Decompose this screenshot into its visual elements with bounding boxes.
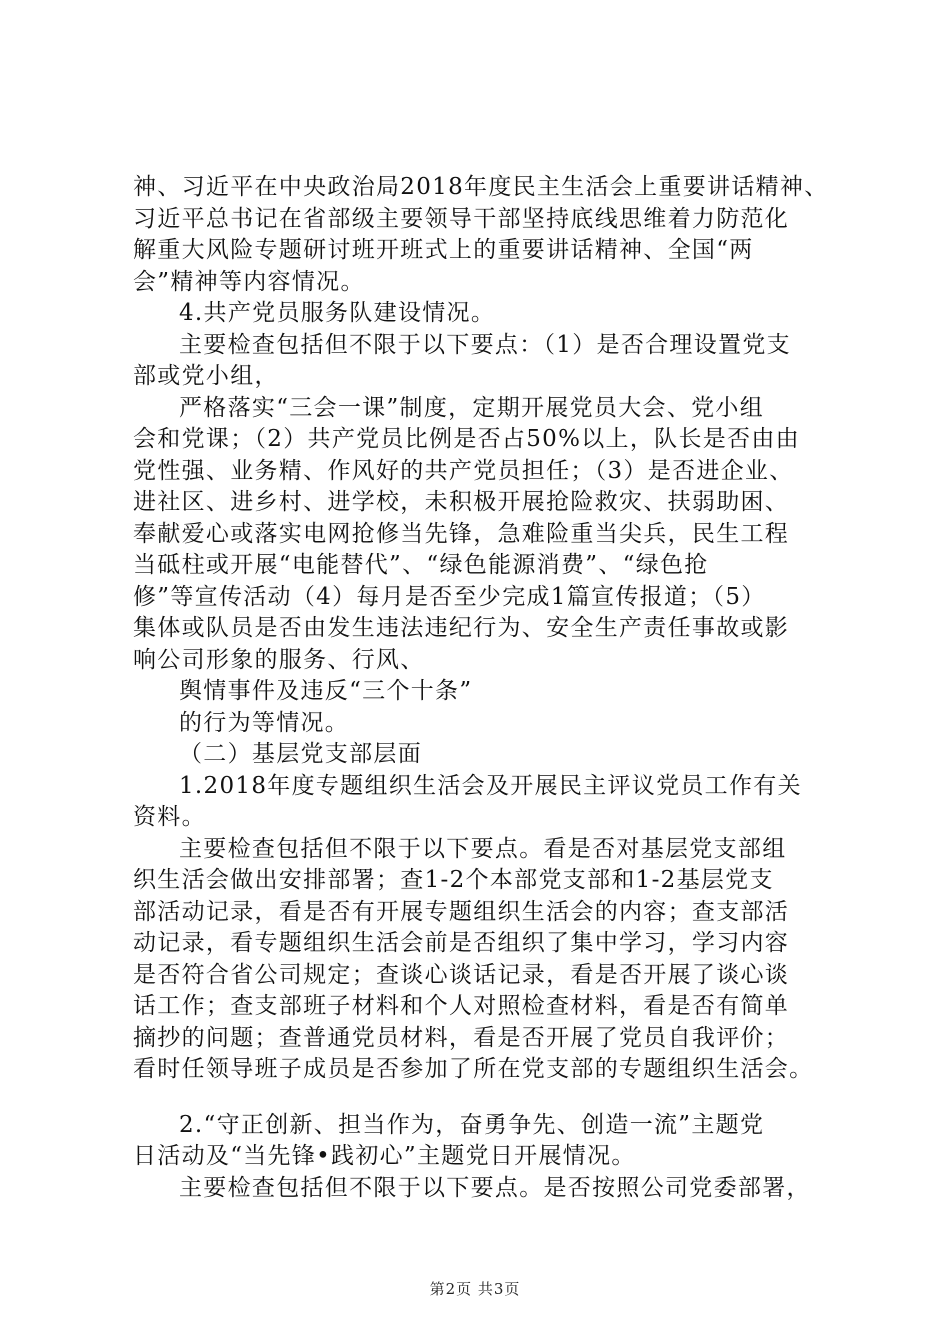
text-line: 奉献爱心或落实电网抢修当先锋，急难险重当尖兵，民生工程 xyxy=(133,520,790,547)
text-line: 响公司形象的服务、行风、 xyxy=(133,646,425,673)
text-line: 会”精神等内容情况。 xyxy=(133,268,365,295)
text-line: 神、习近平在中央政治局2018年度民主生活会上重要讲话精神、 xyxy=(133,174,829,200)
text-line: 主要检查包括但不限于以下要点：（1）是否合理设置党支 xyxy=(179,331,791,358)
text-line: 主要检查包括但不限于以下要点。是否按照公司党委部署， xyxy=(179,1174,811,1201)
text-line: 资料。 xyxy=(133,804,206,830)
text-line: 是否符合省公司规定；查谈心谈话记录，看是否开展了谈心谈 xyxy=(133,961,790,988)
text-line: 进社区、进乡村、进学校，未积极开展抢险救灾、扶弱助困、 xyxy=(133,489,790,515)
text-line: 舆情事件及违反“三个十条” xyxy=(179,678,473,704)
text-line: 集体或队员是否由发生违法违纪行为、安全生产责任事故或影 xyxy=(133,615,790,641)
paragraph-gap xyxy=(133,1086,849,1110)
text-line: 解重大风险专题研讨班开班式上的重要讲话精神、全国“两 xyxy=(133,237,754,263)
text-line: 会和党课；（2）共产党员比例是否占50%以上，队长是否由由 xyxy=(133,426,800,452)
text-line: 部活动记录，看是否有开展专题组织生活会的内容；查支部活 xyxy=(133,898,790,925)
page-footer xyxy=(0,1278,950,1299)
page-number-label: 第2页 共3页 xyxy=(429,1280,521,1298)
text-line: 动记录，看专题组织生活会前是否组织了集中学习，学习内容 xyxy=(133,930,790,956)
section-heading: （二）基层党支部层面 xyxy=(179,741,422,767)
text-line: 看时任领导班子成员是否参加了所在党支部的专题组织生活会。 xyxy=(133,1056,814,1082)
text-line: 的行为等情况。 xyxy=(179,709,350,736)
section-heading: 1.2018年度专题组织生活会及开展民主评议党员工作有关 xyxy=(179,772,802,799)
text-line: 日活动及“当先锋•践初心”主题党日开展情况。 xyxy=(133,1143,636,1169)
text-line: 当砥柱或开展“电能替代”、“绿色能源消费”、“绿色抢 xyxy=(133,552,709,578)
text-line: 习近平总书记在省部级主要领导干部坚持底线思维着力防范化 xyxy=(133,205,790,232)
section-heading: 4.共产党员服务队建设情况。 xyxy=(179,300,496,326)
text-line: 严格落实“三会一课”制度，定期开展党员大会、党小组 xyxy=(179,394,765,421)
text-line: 话工作；查支部班子材料和个人对照检查材料，看是否有简单 xyxy=(133,993,790,1019)
text-line: 织生活会做出安排部署；查1-2个本部党支部和1-2基层党支 xyxy=(133,867,774,893)
text-line: 摘抄的问题；查普通党员材料，看是否开展了党员自我评价； xyxy=(133,1024,790,1051)
text-line: 修”等宣传活动（4）每月是否至少完成1篇宣传报道；（5） xyxy=(133,583,766,610)
text-line: 党性强、业务精、作风好的共产党员担任；（3）是否进企业、 xyxy=(133,457,794,484)
section-heading: 2.“守正创新、担当作为，奋勇争先、创造一流”主题党 xyxy=(179,1111,765,1138)
document-body xyxy=(133,172,849,1204)
text-line: 部或党小组， xyxy=(133,363,279,389)
text-line: 主要检查包括但不限于以下要点。看是否对基层党支部组 xyxy=(179,835,787,862)
